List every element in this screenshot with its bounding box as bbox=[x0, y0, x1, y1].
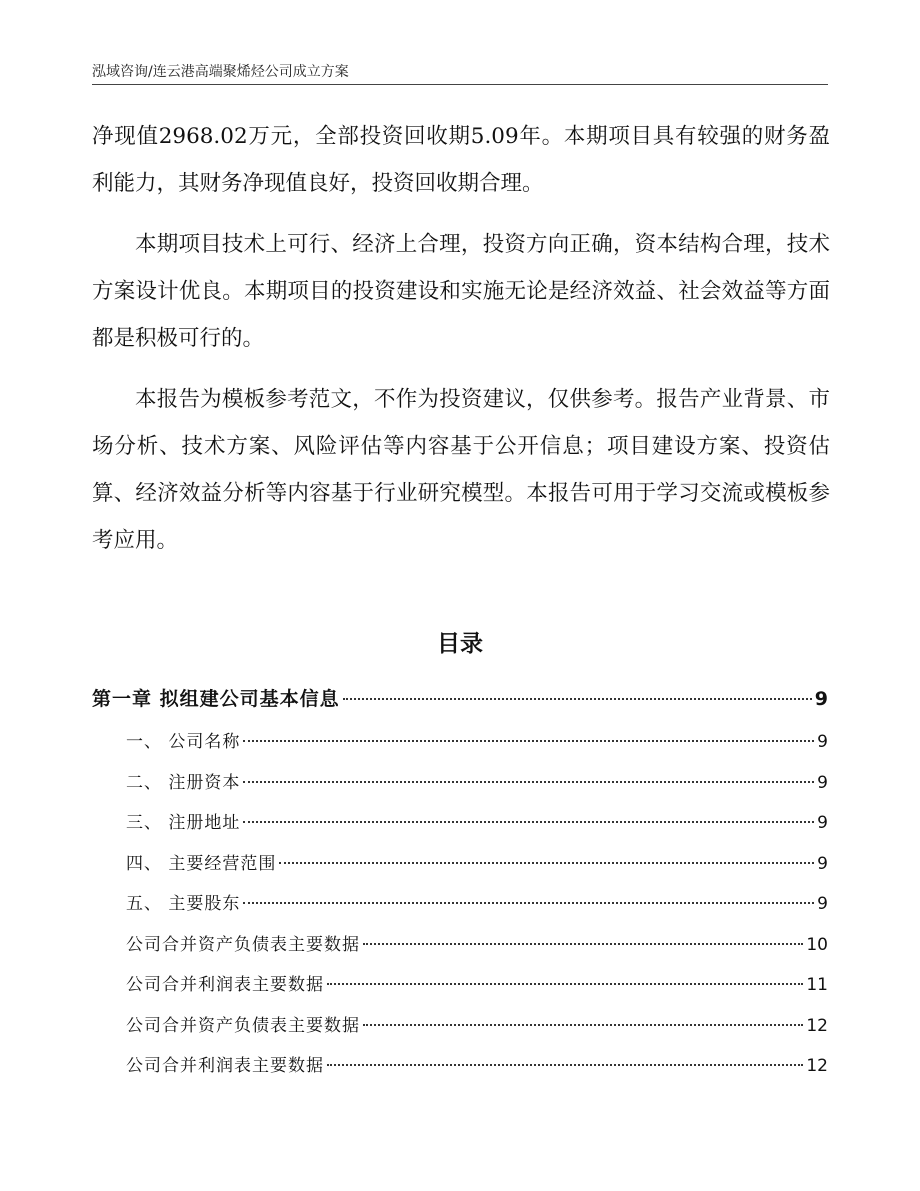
toc-leader-dots bbox=[243, 740, 814, 742]
toc-leader-dots bbox=[327, 983, 803, 985]
toc-leader-dots bbox=[327, 1064, 803, 1066]
toc-entry-page: 9 bbox=[814, 688, 828, 710]
toc-leader-dots bbox=[363, 943, 803, 945]
toc-entry-label: 三、 注册地址 bbox=[126, 813, 241, 833]
toc-entry[interactable] bbox=[92, 803, 828, 844]
paragraph: 本期项目技术上可行、经济上合理，投资方向正确，资本结构合理，技术方案设计优良。本期项目的投资建设和实施无论是经济效益、社会效益等方面都是积极可行的。 bbox=[92, 232, 830, 351]
toc-entry[interactable] bbox=[92, 722, 828, 763]
toc-leader-dots bbox=[279, 862, 814, 864]
toc-entry-page: 11 bbox=[806, 975, 828, 995]
toc-entry-label: 第一章 拟组建公司基本信息 bbox=[92, 688, 340, 710]
paragraph: 净现值2968.02万元，全部投资回收期5.09年。本期项目具有较强的财务盈利能力，其财务净现值良好，投资回收期合理。 bbox=[92, 124, 830, 196]
body-text bbox=[92, 113, 830, 578]
toc-entry-page: 9 bbox=[817, 853, 828, 874]
toc-entry-label: 一、 公司名称 bbox=[126, 732, 241, 752]
toc-entry-page: 10 bbox=[806, 934, 828, 955]
toc-entry-page: 9 bbox=[817, 813, 828, 833]
toc-entry-page: 9 bbox=[817, 772, 828, 793]
paragraph: 本报告为模板参考范文，不作为投资建议，仅供参考。报告产业背景、市场分析、技术方案、风险评估等内容基于公开信息；项目建设方案、投资估算、经济效益分析等内容基于行业研究模型。本报告可用于学习交流或模板参考应用。 bbox=[92, 387, 830, 553]
running-header: 泓域咨询/连云港高端聚烯烃公司成立方案 bbox=[92, 64, 349, 80]
toc-entry-label: 公司合并资产负债表主要数据 bbox=[126, 1015, 360, 1036]
toc-entry[interactable] bbox=[92, 965, 828, 1006]
toc-entry-page: 12 bbox=[806, 1015, 828, 1036]
toc-leader-dots bbox=[243, 821, 814, 823]
toc-entry[interactable] bbox=[92, 1006, 828, 1047]
toc-entry-label: 公司合并利润表主要数据 bbox=[126, 1056, 324, 1076]
toc-entry[interactable] bbox=[92, 925, 828, 966]
toc-entry-label: 四、 主要经营范围 bbox=[126, 853, 277, 874]
toc-entry[interactable] bbox=[92, 844, 828, 885]
toc-entry-label: 公司合并利润表主要数据 bbox=[126, 975, 324, 995]
header-rule bbox=[92, 84, 828, 85]
toc-entry-label: 五、 主要股东 bbox=[126, 894, 241, 914]
toc-entry-page: 9 bbox=[817, 894, 828, 914]
toc-leader-dots bbox=[243, 781, 814, 783]
toc-leader-dots bbox=[343, 698, 812, 700]
toc-entry-chapter-1[interactable] bbox=[92, 676, 828, 722]
toc-entry-label: 公司合并资产负债表主要数据 bbox=[126, 934, 360, 955]
toc-entry-label: 二、 注册资本 bbox=[126, 772, 241, 793]
toc-leader-dots bbox=[363, 1024, 803, 1026]
toc-entry[interactable] bbox=[92, 1046, 828, 1087]
toc-leader-dots bbox=[243, 902, 814, 904]
toc-entry-page: 9 bbox=[817, 732, 828, 752]
toc-entry[interactable] bbox=[92, 763, 828, 804]
table-of-contents bbox=[92, 676, 828, 1087]
toc-entry[interactable] bbox=[92, 884, 828, 925]
toc-entry-page: 12 bbox=[806, 1056, 828, 1076]
toc-title: 目录 bbox=[437, 631, 483, 657]
